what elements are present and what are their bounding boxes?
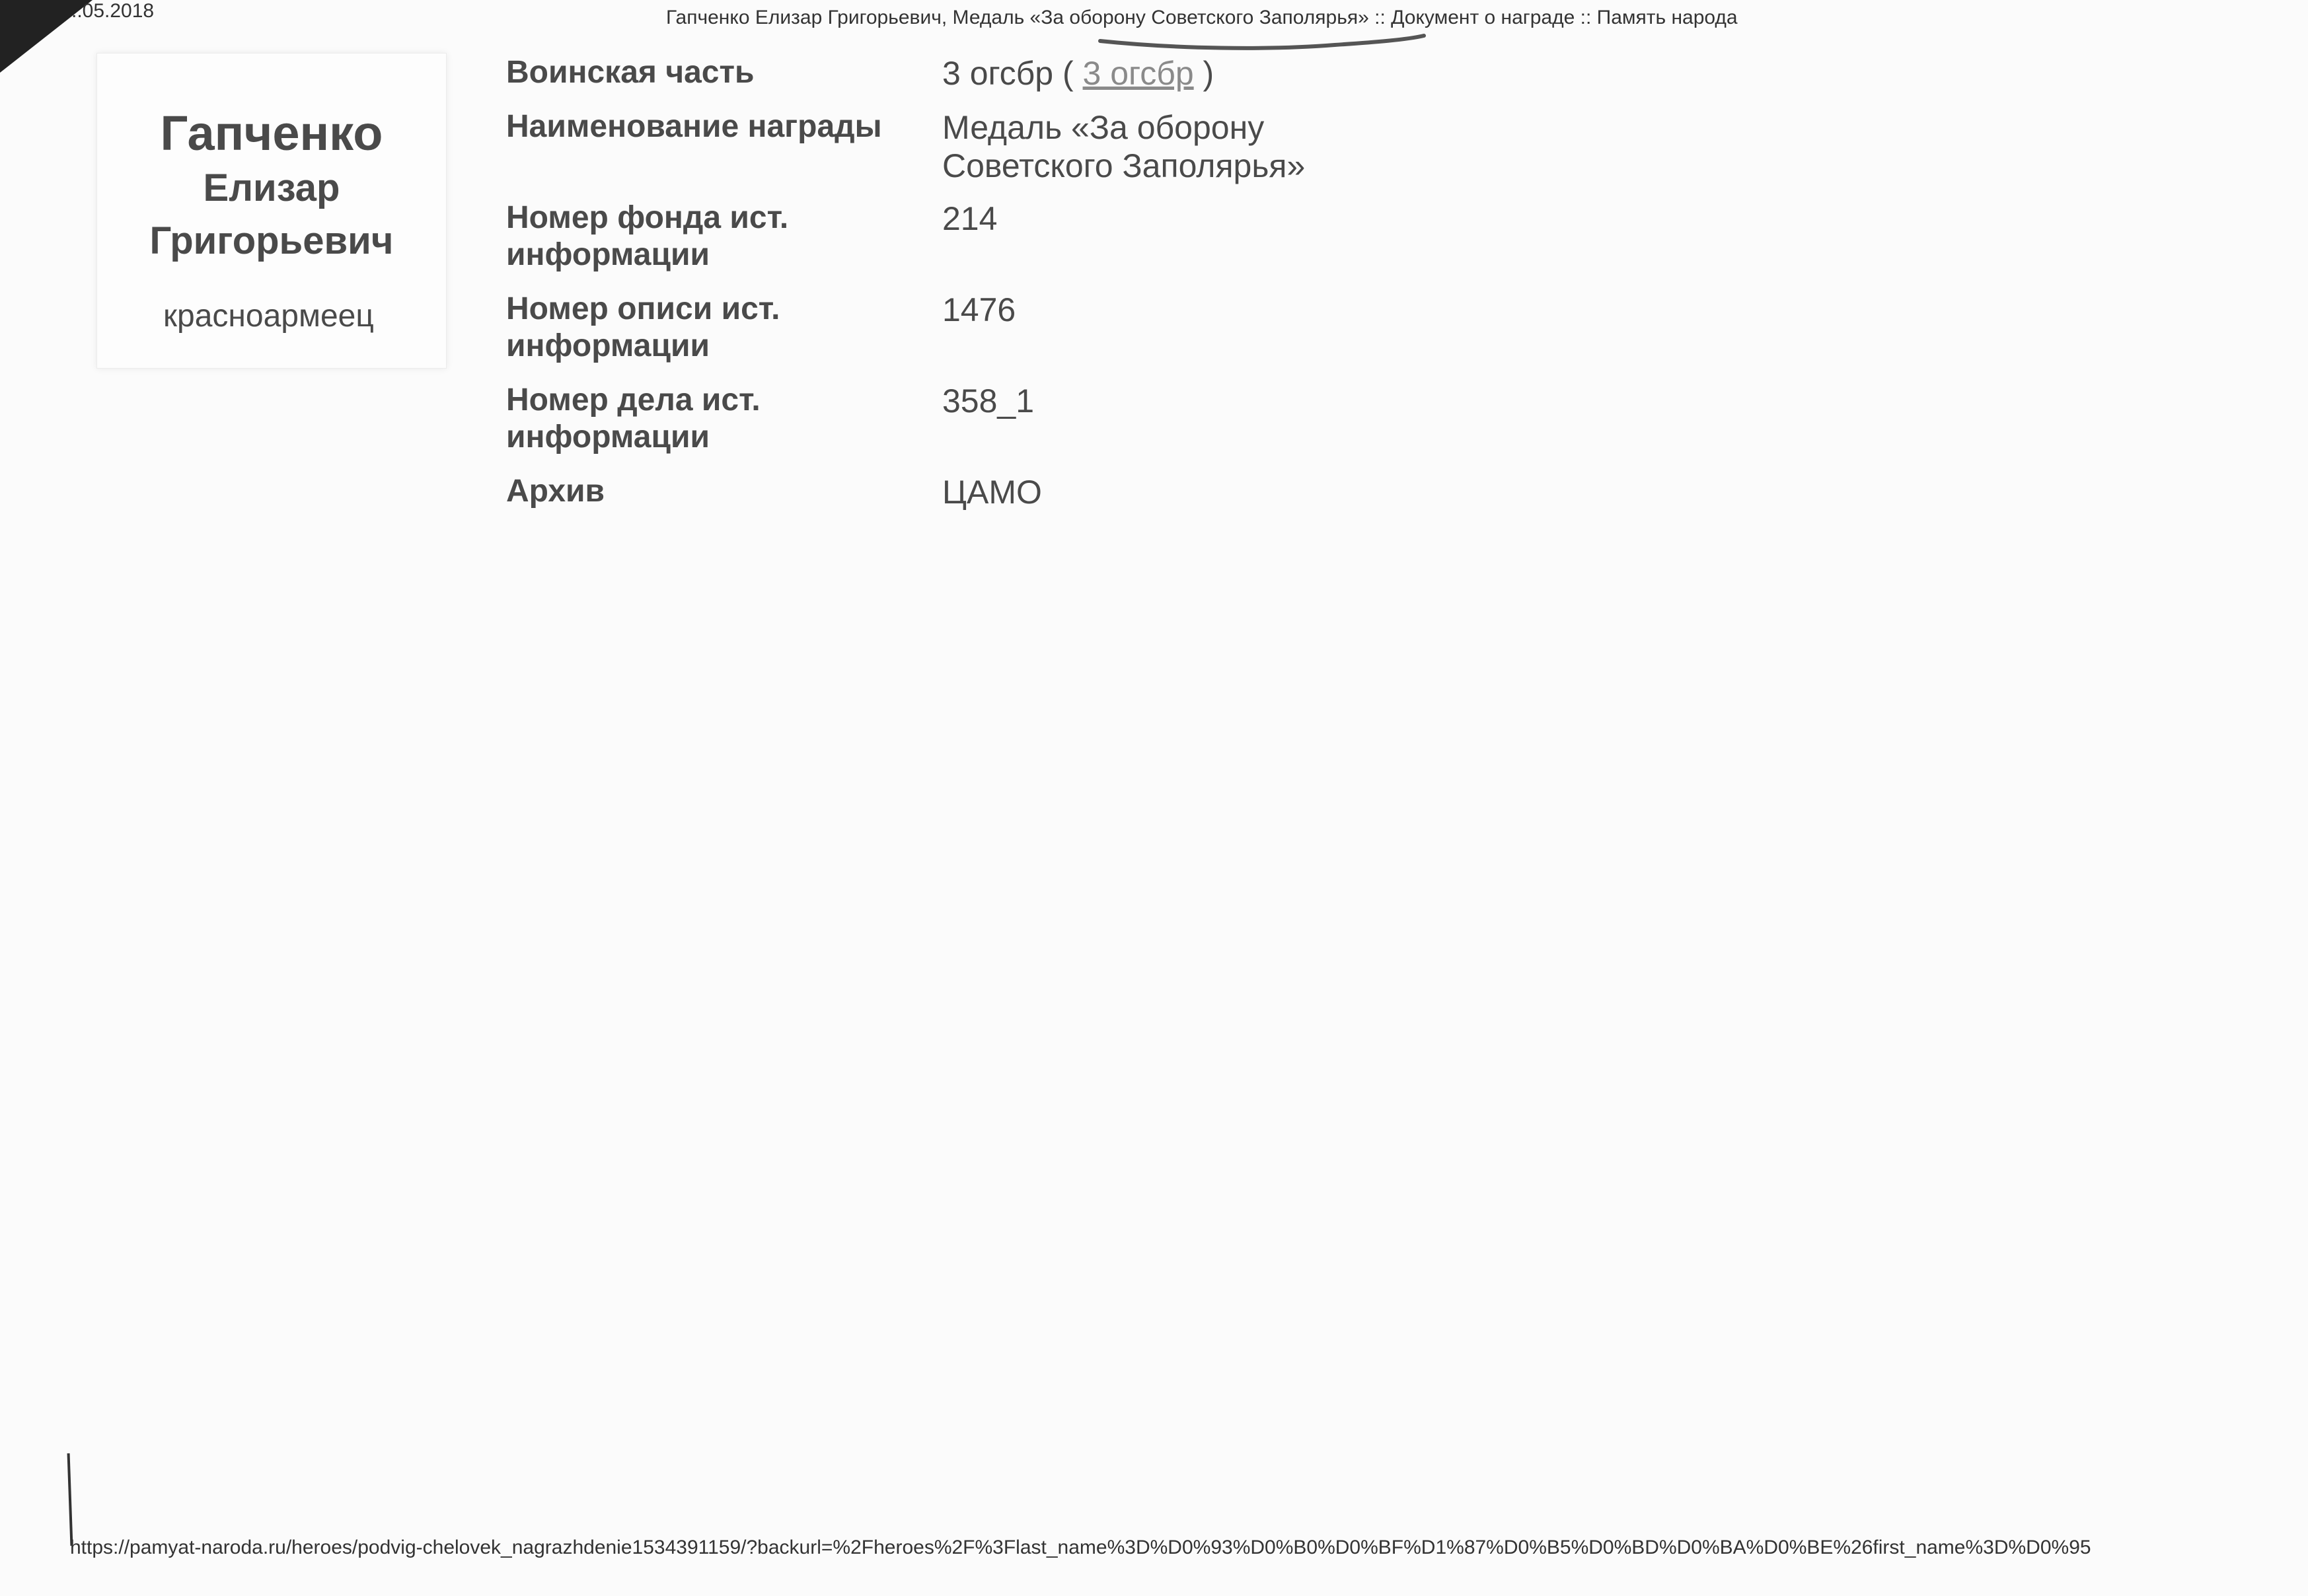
print-page-url: https://pamyat-naroda.ru/heroes/podvig-chelovek_nagrazhdenie1534391159/?backurl=%2Fheroes%2F%3Flast_name%3D%D0%93%D0%B0%D0%BF%D1%87%D0%B5%D0%BD%D0%BA%D0%BE%26first_name%3D%D0%95 (70, 1537, 2091, 1558)
unit-link[interactable]: 3 огсбр (1082, 55, 1194, 92)
person-surname: Гапченко (160, 106, 383, 161)
award-name-line: Медаль «За оборону (942, 109, 1265, 146)
person-rank: красноармеец (163, 299, 374, 334)
info-value-fond: 214 (942, 200, 998, 237)
person-first-name: Елизар (203, 166, 340, 209)
info-label-line: Номер фонда ист. (506, 200, 789, 235)
info-label-line: информации (506, 237, 710, 272)
info-label (506, 382, 929, 456)
info-label-line: информации (506, 328, 710, 363)
unit-value-suffix: ) (1203, 55, 1214, 92)
person-name (97, 105, 446, 268)
info-label: Наименование награды (506, 109, 882, 144)
info-value-delo: 358_1 (942, 382, 1035, 419)
person-name-card (96, 53, 447, 369)
info-value-award (942, 108, 1537, 185)
info-value-opis: 1476 (942, 291, 1016, 328)
print-date: ..05.2018 (71, 0, 155, 22)
pencil-mark (67, 1453, 73, 1546)
print-page-title: Гапченко Елизар Григорьевич, Медаль «За оборону Советского Заполярья» :: Документ о награде :: Память народа (666, 7, 1738, 28)
unit-value-prefix: 3 огсбр ( (942, 55, 1074, 92)
award-name-line: Советского Заполярья» (942, 147, 1306, 184)
pen-underline-mark (1097, 29, 1427, 55)
info-label-line: Номер описи ист. (506, 291, 780, 326)
info-label (506, 200, 929, 273)
info-value-archive: ЦАМО (942, 474, 1042, 511)
info-label-line: информации (506, 419, 710, 454)
info-label (506, 291, 929, 365)
info-label-line: Номер дела ист. (506, 382, 761, 417)
person-patronymic: Григорьевич (149, 219, 394, 262)
info-label: Воинская часть (506, 55, 755, 90)
info-value-unit (942, 54, 1537, 92)
info-label: Архив (506, 474, 605, 509)
